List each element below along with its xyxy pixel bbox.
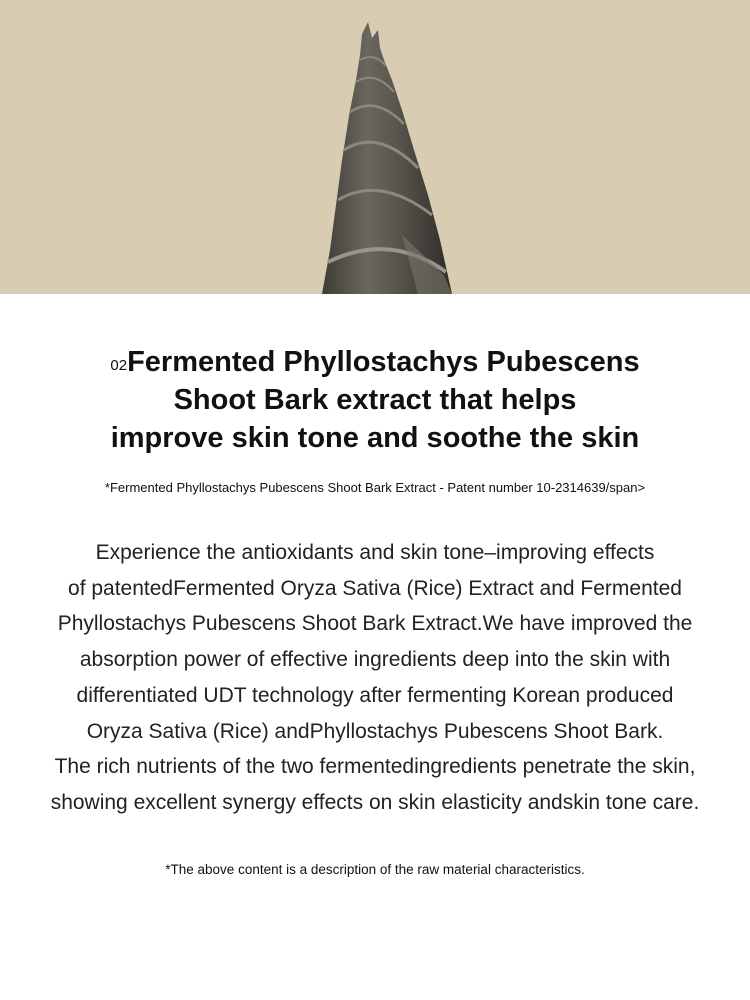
description-line: showing excellent synergy effects on skin elasticity andskin tone care. bbox=[50, 790, 700, 814]
description-line: differentiated UDT technology after fermenting Korean produced bbox=[76, 683, 674, 707]
description-line: absorption power of effective ingredients deep into the skin with bbox=[79, 648, 671, 672]
description-line: Experience the antioxidants and skin tone–improving effects bbox=[95, 541, 655, 564]
bamboo-shoot-illustration bbox=[0, 0, 750, 294]
headline-line-2: Shoot Bark extract that helps bbox=[173, 384, 577, 416]
hero-image bbox=[0, 0, 750, 294]
section-number: 02 bbox=[110, 357, 128, 374]
headline bbox=[0, 343, 750, 457]
description-line: The rich nutrients of the two fermentedingredients penetrate the skin, bbox=[54, 755, 696, 779]
description-paragraph bbox=[0, 535, 750, 821]
description-line: Phyllostachys Pubescens Shoot Bark Extract.We have improved the bbox=[57, 612, 693, 636]
patent-note: *Fermented Phyllostachys Pubescens Shoot Bark Extract - Patent number 10-2314639/span> bbox=[104, 480, 646, 495]
footnote: *The above content is a description of the raw material characteristics. bbox=[165, 862, 585, 877]
headline-line-3: improve skin tone and soothe the skin bbox=[110, 422, 640, 454]
description-line: of patentedFermented Oryza Sativa (Rice) Extract and Fermented bbox=[68, 576, 682, 600]
description-line: Oryza Sativa (Rice) andPhyllostachys Pubescens Shoot Bark. bbox=[86, 719, 664, 743]
headline-line-1: $^{02}$Fermented Phyllostachys Pubescens bbox=[110, 346, 640, 378]
